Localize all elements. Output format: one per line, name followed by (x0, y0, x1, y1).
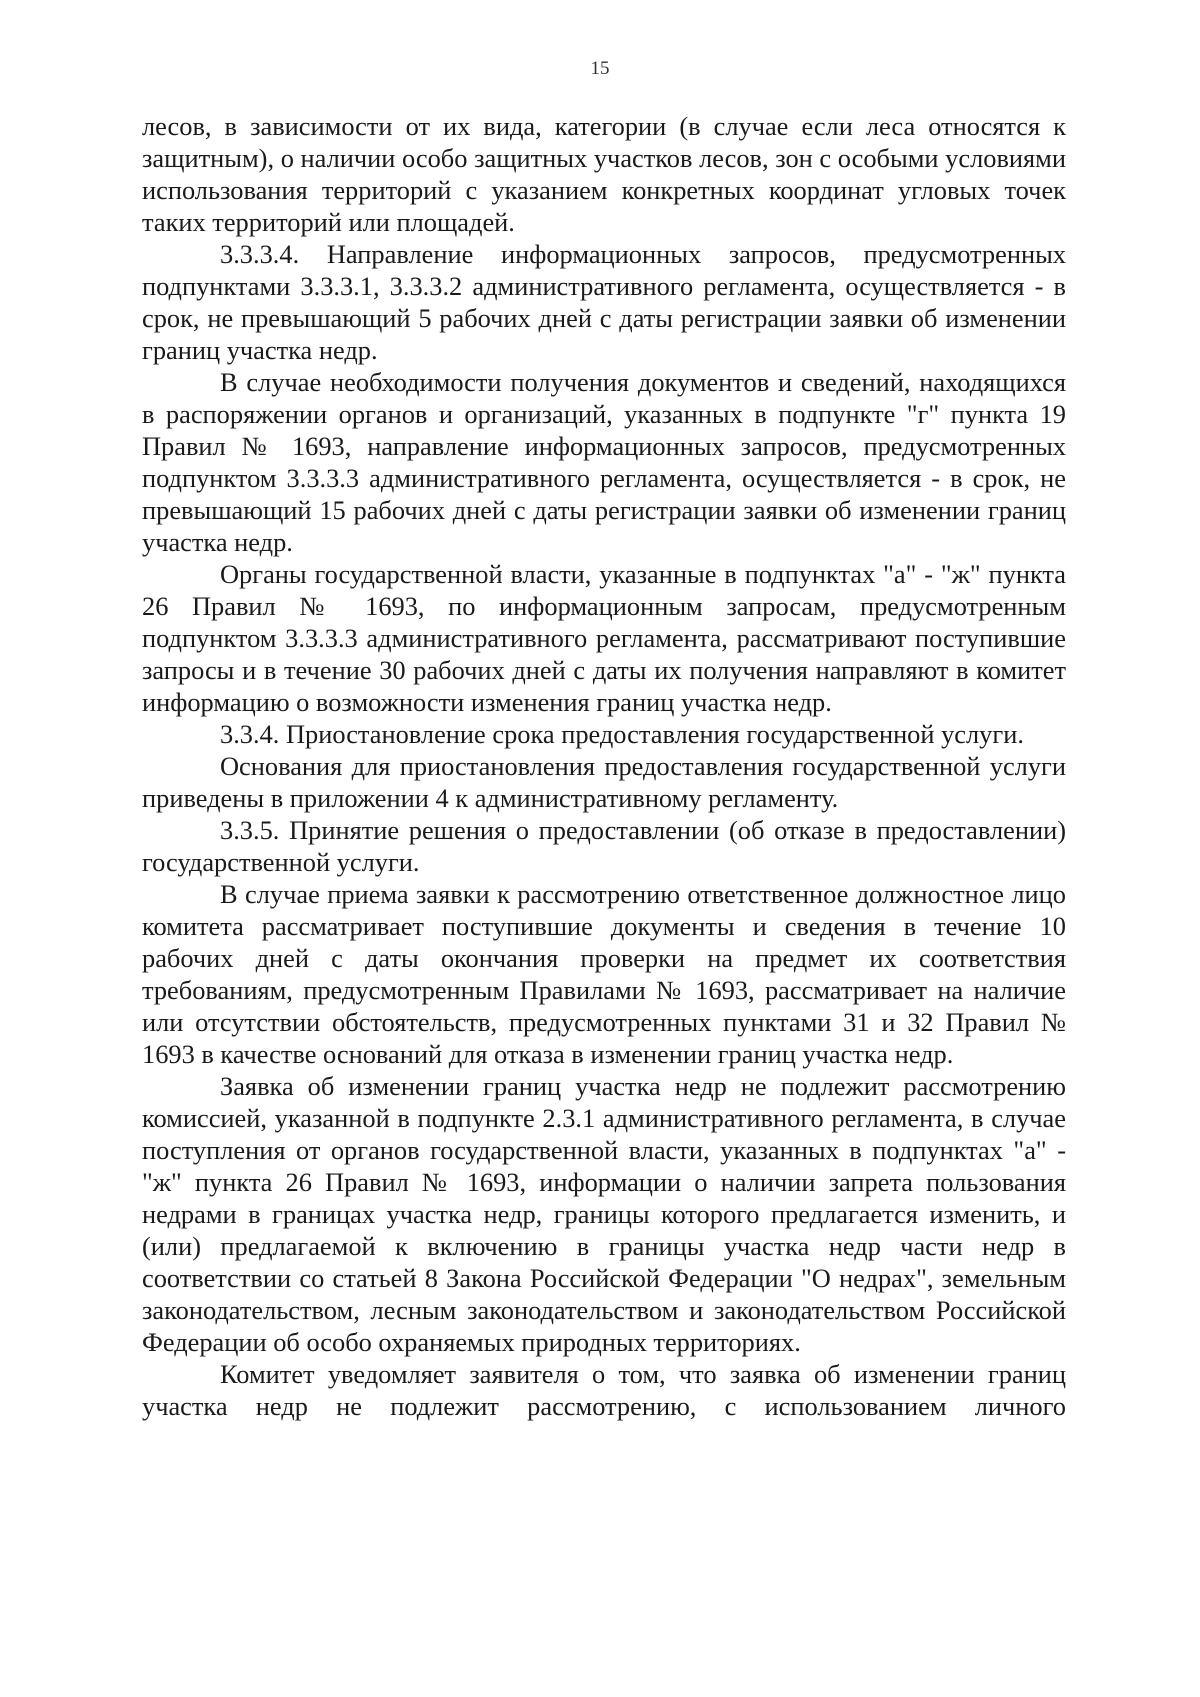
page-number: 15 (590, 58, 610, 79)
paragraph-application-review: В случае приема заявки к рассмотрению ответственное должностное лицо комитета рассматривает поступившие документы и сведения в течение 10 рабочих дней с даты окончания проверки на предмет их соответствия требованиям, предусмотренным Правилами № 1693, рассматривает на наличие или отсутствии обстоятельств, предусмотренных пунктами 31 и 32 Правил № 1693 в качестве оснований для отказа в изменении границ участка недр. (142, 879, 1066, 1069)
paragraph-3-3-3-4: 3.3.3.4. Направление информационных запросов, предусмотренных подпунктами 3.3.3.1, 3.3.3.2 административного регламента, осуществляется - в срок, не превышающий 5 рабочих дней с даты регистрации заявки об изменении границ участка недр. (142, 239, 1066, 365)
paragraph-documents-request: В случае необходимости получения документов и сведений, находящихся в распоряжении органов и организаций, указанных в подпункте "г" пункта 19 Правил № 1693, направление информационных запросов, предусмотренных подпунктом 3.3.3.3 административного регламента, осуществляется - в срок, не превышающий 15 рабочих дней с даты регистрации заявки об изменении границ участка недр. (142, 367, 1066, 557)
paragraph-application-not-considered: Заявка об изменении границ участка недр не подлежит рассмотрению комиссией, указанной в подпункте 2.3.1 административного регламента, в случае поступления от органов государственной власти, указанных в подпунктах "а" - "ж" пункта 26 Правил № 1693, информации о наличии запрета пользования недрами в границах участка недр, границы которого предлагается изменить, и (или) предлагаемой к включению в границы участка недр части недр в соответствии со статьей 8 Закона Российской Федерации "О недрах", земельным законодательством, лесным законодательством и законодательством Российской Федерации об особо охраняемых природных территориях. (142, 1071, 1066, 1357)
document-body (142, 110, 1066, 1422)
paragraph-committee-notification: Комитет уведомляет заявителя о том, что заявка об изменении границ участка недр не подлежит рассмотрению, с использованием личного (142, 1359, 1066, 1421)
paragraph-suspension-grounds: Основания для приостановления предоставления государственной услуги приведены в приложении 4 к административному регламенту. (142, 751, 1066, 813)
paragraph-3-3-4-heading: 3.3.4. Приостановление срока предоставления государственной услуги. (220, 719, 1024, 749)
paragraph-authorities-response: Органы государственной власти, указанные в подпунктах "а" - "ж" пункта 26 Правил № 1693, по информационным запросам, предусмотренным подпунктом 3.3.3.3 административного регламента, рассматривают поступившие запросы и в течение 30 рабочих дней с даты их получения направляют в комитет информацию о возможности изменения границ участка недр. (142, 559, 1066, 717)
paragraph-continuation: лесов, в зависимости от их вида, категории (в случае если леса относятся к защитным), о наличии особо защитных участков лесов, зон с особыми условиями использования территорий с указанием конкретных координат угловых точек таких территорий или площадей. (142, 111, 1066, 237)
paragraph-3-3-5-heading: 3.3.5. Принятие решения о предоставлении (об отказе в предоставлении) государственной услуги. (142, 815, 1066, 877)
